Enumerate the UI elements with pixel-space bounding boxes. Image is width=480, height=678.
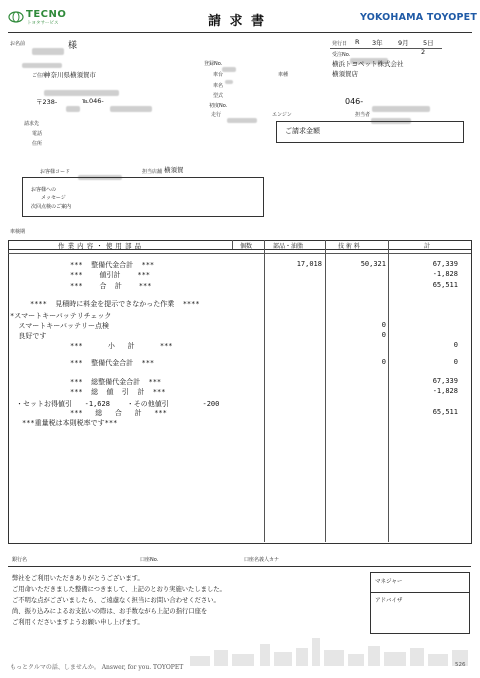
message-line1: お客様への xyxy=(31,187,57,193)
billing-label: 請求先 xyxy=(24,121,40,127)
addr2-label: 住所 xyxy=(32,141,43,147)
customer-name-suffix: 様 xyxy=(68,41,78,51)
postal-code: 〒238- xyxy=(36,98,58,106)
header-work: 作 業 内 容 ・ 使 用 部 品 xyxy=(58,242,142,250)
footer-line: ご用命いただきました整備につきまして、上記のとおり実施いたしました。 xyxy=(12,586,226,593)
tel-redacted xyxy=(110,98,152,117)
request-amount-box xyxy=(276,121,464,143)
footer-line: 尚、振り込みによるお支払いの際は、お手数ながら上記の指行口座を xyxy=(12,608,208,615)
chassis-redacted xyxy=(225,71,233,90)
header-total: 計 xyxy=(424,243,431,250)
addressee-label: お名前 xyxy=(10,41,26,47)
table-row-desc: *** 総 合 計 *** xyxy=(70,409,167,417)
table-row-total: 65,511 xyxy=(432,408,458,416)
table-row-total: 0 xyxy=(453,358,458,366)
table-row-desc: *** 総整備代金合計 *** xyxy=(70,378,162,386)
footer-line: ご不明な点がございましたら、ご遠慮なく担当にお問い合わせください。 xyxy=(12,597,220,604)
tecno-mark-icon xyxy=(8,10,24,24)
footer-line: ご利用くださいますようお願い申し上げます。 xyxy=(12,619,144,626)
account-label: 口座No. xyxy=(140,557,159,563)
postal-redacted xyxy=(66,98,80,117)
table-row-desc: *** 整備代金合計 *** xyxy=(70,261,155,269)
table-row-tech: 0 xyxy=(381,358,386,366)
cityscape-decoration xyxy=(190,636,470,666)
message-box xyxy=(22,177,264,217)
table-row-desc: *** 合 計 *** xyxy=(70,282,152,290)
manager-label: マネジャー xyxy=(375,579,403,585)
inspection-label: 車検期 xyxy=(10,229,26,235)
table-row-total: 65,511 xyxy=(432,281,458,289)
company-logo: YOKOHAMA TOYOPET xyxy=(360,12,478,23)
table-row-desc: ・セットお得値引 -1,628 ・その他値引 -200 xyxy=(16,400,220,408)
staff-label: 担当者 xyxy=(355,112,371,118)
document-title: 請 求 書 xyxy=(208,14,267,29)
issue-era: R xyxy=(355,38,360,46)
header-qty: 個数 xyxy=(240,243,253,250)
car-name-label: 車名 xyxy=(213,83,224,89)
page-code: 526 xyxy=(455,662,466,668)
table-row-tech: 0 xyxy=(381,331,386,339)
table-row-desc: **** 見積時に料金を提示できなかった作業 **** xyxy=(30,300,200,308)
message-line3: 次回点検のご案内 xyxy=(31,204,72,210)
request-amount-label: ご請求金額 xyxy=(285,127,320,135)
issue-month: 9月 xyxy=(398,39,409,47)
approval-box xyxy=(370,572,470,634)
table-row-tech: 50,321 xyxy=(360,260,386,268)
mileage-label: 走行 xyxy=(211,112,222,118)
type-label: 型式 xyxy=(213,93,224,99)
reg-label: 登録No. xyxy=(204,61,223,67)
chassis-label: 車台 xyxy=(213,72,224,78)
advisor-label: アドバイザ xyxy=(375,598,403,604)
shop-label: 担当店舗 xyxy=(142,169,163,175)
table-row-total: 0 xyxy=(453,341,458,349)
slip-suffix: 2 xyxy=(421,48,426,56)
customer-tel: ℡046- xyxy=(82,97,104,105)
table-row-desc: *** 総 値 引 計 *** xyxy=(70,388,166,396)
table-row-desc: スマートキーバッテリー点検 xyxy=(10,322,109,330)
table-row-desc: ***重量税は本則税率です*** xyxy=(22,419,118,427)
footer-slogan: もっとクルマの話、しませんか。 Answer, for you. TOYOPET xyxy=(10,664,184,671)
footer-line: 弊社をご利用いただきありがとうございます。 xyxy=(12,575,144,582)
mileage-redacted xyxy=(227,110,257,129)
table-row-desc: *** 整備代金合計 *** xyxy=(70,359,155,367)
customer-code-label: お客様コード xyxy=(40,169,71,175)
issue-day: 5日 xyxy=(423,39,434,47)
shop-tel: 046- xyxy=(345,97,364,106)
message-line2: メッセージ xyxy=(41,195,66,201)
table-row-tech: 0 xyxy=(381,321,386,329)
issue-year: 3年 xyxy=(372,39,383,47)
table-row-total: 67,339 xyxy=(432,260,458,268)
address-label: ご住所 xyxy=(32,73,48,79)
engine-label: エンジン xyxy=(272,112,292,118)
header-parts: 部品・油脂 xyxy=(273,243,304,250)
table-row-total: 67,339 xyxy=(432,377,458,385)
address-text: 神奈川県横須賀市 xyxy=(44,71,96,79)
first-reg-label: 初度No. xyxy=(209,103,228,109)
table-row-desc: 良好です xyxy=(10,332,47,340)
table-row-desc: *** 値引計 *** xyxy=(70,271,151,279)
company-name: 横浜トヨペット株式会社 xyxy=(332,60,404,68)
phone-label: 電話 xyxy=(32,131,43,137)
table-row-total: -1,828 xyxy=(432,270,458,278)
table-row-desc: *スマートキーバッテリチェック xyxy=(10,312,112,320)
issue-date-label: 発行日 xyxy=(332,41,348,47)
branch-name: 横須賀店 xyxy=(332,70,358,78)
header-tech: 技 術 料 xyxy=(338,243,360,250)
shop-name: 横須賀 xyxy=(164,166,184,174)
tecno-sub: トヨタサービス xyxy=(27,21,59,26)
slip-label: 受注No. xyxy=(332,52,351,58)
bank-label: 銀行名 xyxy=(12,557,28,563)
table-row-desc: *** 小 計 *** xyxy=(70,342,173,350)
table-row-parts: 17,018 xyxy=(296,260,322,268)
table-row-total: -1,828 xyxy=(432,387,458,395)
tecno-logo xyxy=(8,9,67,28)
holder-label: 口座名義人カナ xyxy=(244,557,280,563)
tecno-brand: TECNO xyxy=(26,9,67,20)
model-label: 車種 xyxy=(278,72,289,78)
